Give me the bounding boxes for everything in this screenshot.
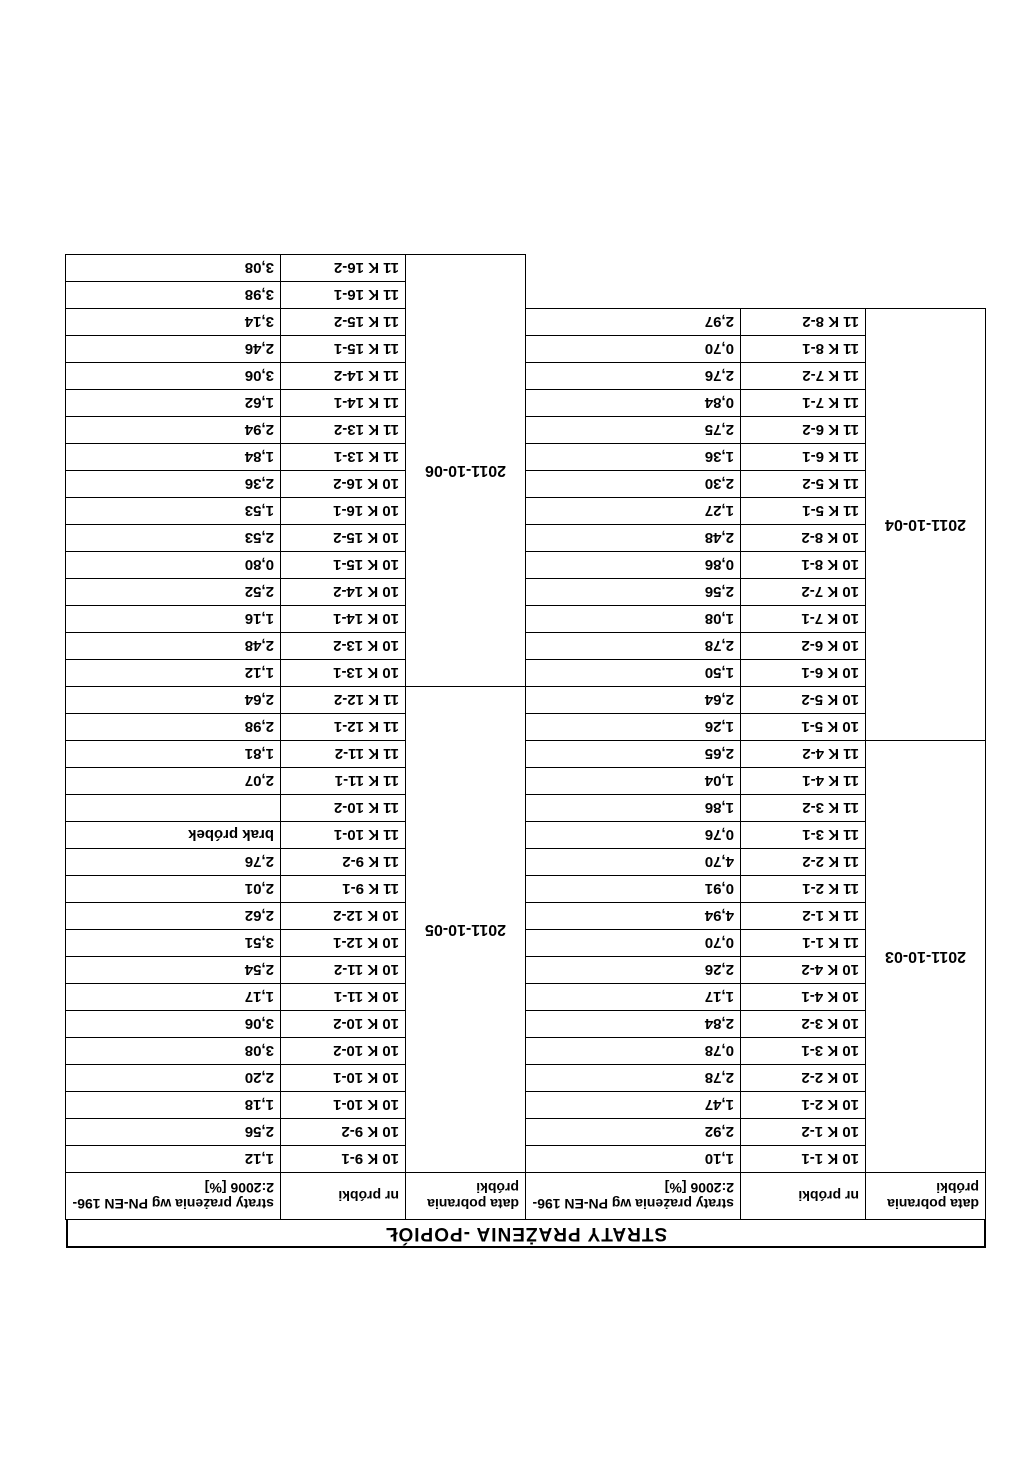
sample-header: nr próbki [281, 1173, 406, 1220]
loss-value-cell: 2,54 [66, 957, 281, 984]
sample-number-cell: 11 K 1-2 [741, 903, 866, 930]
loss-header: straty prażenia wg PN-EN 196-2:2006 [%] [526, 1173, 741, 1220]
sample-number-cell: 10 K 1-1 [741, 1146, 866, 1173]
loss-value-cell: 2,94 [66, 417, 281, 444]
sample-number-cell: 11 K 10-2 [281, 795, 406, 822]
loss-value-cell: 1,08 [526, 606, 741, 633]
sample-number-cell: 11 K 5-1 [741, 498, 866, 525]
sample-number-cell: 10 K 3-2 [741, 1011, 866, 1038]
loss-value-cell: 0,84 [526, 390, 741, 417]
sample-number-cell: 10 K 4-2 [741, 957, 866, 984]
loss-value-cell: 4,94 [526, 903, 741, 930]
sample-number-cell: 11 K 7-1 [741, 390, 866, 417]
sample-number-cell: 10 K 5-2 [741, 687, 866, 714]
sample-number-cell: 10 K 16-2 [281, 471, 406, 498]
sampling-date-cell: 2011-10-03 [866, 741, 986, 1173]
loss-value-cell: 1,50 [526, 660, 741, 687]
right-table-body [66, 255, 526, 1173]
loss-value-cell: 3,08 [66, 255, 281, 282]
loss-value-cell: 3,06 [66, 1011, 281, 1038]
loss-value-cell: 1,04 [526, 768, 741, 795]
loss-value-cell: brak próbek [66, 822, 281, 849]
sample-number-cell: 11 K 3-1 [741, 822, 866, 849]
sample-number-cell: 11 K 10-1 [281, 822, 406, 849]
sample-number-cell: 10 K 14-1 [281, 606, 406, 633]
loss-value-cell: 2,98 [66, 714, 281, 741]
sample-number-cell: 10 K 9-2 [281, 1119, 406, 1146]
table-halves [66, 254, 986, 1220]
sample-number-cell: 11 K 12-1 [281, 714, 406, 741]
sample-number-cell: 10 K 14-2 [281, 579, 406, 606]
sample-number-cell: 11 K 6-1 [741, 444, 866, 471]
loss-value-cell: 1,12 [66, 1146, 281, 1173]
sample-number-cell: 10 K 5-1 [741, 714, 866, 741]
sample-number-cell: 10 K 12-2 [281, 903, 406, 930]
loss-value-cell: 2,78 [526, 1065, 741, 1092]
sample-number-cell: 11 K 14-2 [281, 363, 406, 390]
loss-value-cell: 1,81 [66, 741, 281, 768]
sample-number-cell: 11 K 13-2 [281, 417, 406, 444]
sample-number-cell: 10 K 16-1 [281, 498, 406, 525]
loss-value-cell: 0,70 [526, 930, 741, 957]
loss-value-cell: 2,46 [66, 336, 281, 363]
sample-number-cell: 10 K 8-2 [741, 525, 866, 552]
sampling-date-cell: 2011-10-06 [406, 255, 526, 687]
loss-value-cell: 1,86 [526, 795, 741, 822]
loss-value-cell: 1,27 [526, 498, 741, 525]
loss-value-cell: 3,14 [66, 309, 281, 336]
loss-value-cell: 1,62 [66, 390, 281, 417]
sample-number-cell: 11 K 16-2 [281, 255, 406, 282]
loss-value-cell: 0,76 [526, 822, 741, 849]
table-row [66, 1146, 526, 1173]
loss-value-cell: 2,84 [526, 1011, 741, 1038]
loss-value-cell: 3,51 [66, 930, 281, 957]
sample-number-cell: 11 K 8-1 [741, 336, 866, 363]
sample-number-cell: 10 K 2-2 [741, 1065, 866, 1092]
loss-value-cell: 2,52 [66, 579, 281, 606]
header-row [526, 1173, 986, 1220]
loss-value-cell: 1,36 [526, 444, 741, 471]
loss-value-cell: 3,98 [66, 282, 281, 309]
loss-value-cell: 1,17 [526, 984, 741, 1011]
loss-value-cell: 3,08 [66, 1038, 281, 1065]
loss-value-cell: 2,01 [66, 876, 281, 903]
loss-value-cell: 2,64 [66, 687, 281, 714]
loss-value-cell: 2,78 [526, 633, 741, 660]
loss-header: straty prażenia wg PN-EN 196-2:2006 [%] [66, 1173, 281, 1220]
loss-value-cell [66, 795, 281, 822]
sample-number-cell: 10 K 10-1 [281, 1065, 406, 1092]
loss-value-cell: 2,64 [526, 687, 741, 714]
loss-value-cell: 3,06 [66, 363, 281, 390]
sample-number-cell: 11 K 11-1 [281, 768, 406, 795]
sample-number-cell: 10 K 11-2 [281, 957, 406, 984]
sample-number-cell: 11 K 5-2 [741, 471, 866, 498]
loss-value-cell: 1,17 [66, 984, 281, 1011]
sample-number-cell: 11 K 9-1 [281, 876, 406, 903]
loss-value-cell: 2,07 [66, 768, 281, 795]
right-table [65, 254, 526, 1220]
sample-number-cell: 11 K 14-1 [281, 390, 406, 417]
loss-value-cell: 2,30 [526, 471, 741, 498]
sample-number-cell: 10 K 11-1 [281, 984, 406, 1011]
sample-number-cell: 10 K 8-1 [741, 552, 866, 579]
date-header: data pobrania próbki [866, 1173, 986, 1220]
sample-number-cell: 11 K 3-2 [741, 795, 866, 822]
sample-number-cell: 11 K 4-2 [741, 741, 866, 768]
left-half [526, 254, 986, 1220]
left-table [525, 308, 986, 1220]
sample-number-cell: 11 K 8-2 [741, 309, 866, 336]
sample-number-cell: 10 K 9-1 [281, 1146, 406, 1173]
right-half [66, 254, 526, 1220]
sample-number-cell: 11 K 16-1 [281, 282, 406, 309]
sample-number-cell: 10 K 13-2 [281, 633, 406, 660]
sample-number-cell: 11 K 1-1 [741, 930, 866, 957]
sample-number-cell: 10 K 7-2 [741, 579, 866, 606]
sampling-date-cell: 2011-10-04 [866, 309, 986, 741]
loss-value-cell: 0,80 [66, 552, 281, 579]
loss-value-cell: 2,56 [526, 579, 741, 606]
loss-value-cell: 2,65 [526, 741, 741, 768]
loss-value-cell: 2,20 [66, 1065, 281, 1092]
date-header: data pobrania próbki [406, 1173, 526, 1220]
sample-number-cell: 10 K 12-1 [281, 930, 406, 957]
table-row [66, 660, 526, 687]
loss-value-cell: 2,62 [66, 903, 281, 930]
loss-value-cell: 2,76 [66, 849, 281, 876]
sample-number-cell: 11 K 6-2 [741, 417, 866, 444]
loss-value-cell: 4,70 [526, 849, 741, 876]
table-title: STRATY PRAŻENIA -POPIÓŁ [66, 1220, 986, 1248]
loss-value-cell: 2,48 [66, 633, 281, 660]
loss-value-cell: 2,92 [526, 1119, 741, 1146]
sample-number-cell: 11 K 7-2 [741, 363, 866, 390]
sample-number-cell: 10 K 15-1 [281, 552, 406, 579]
loss-value-cell: 2,75 [526, 417, 741, 444]
loss-value-cell: 2,76 [526, 363, 741, 390]
sample-number-cell: 10 K 15-2 [281, 525, 406, 552]
loss-value-cell: 2,26 [526, 957, 741, 984]
loss-value-cell: 1,47 [526, 1092, 741, 1119]
sample-number-cell: 11 K 11-2 [281, 741, 406, 768]
loss-value-cell: 2,56 [66, 1119, 281, 1146]
loss-value-cell: 2,97 [526, 309, 741, 336]
sampling-date-cell: 2011-10-05 [406, 687, 526, 1173]
left-table-body [526, 309, 986, 1173]
loss-value-cell: 2,36 [66, 471, 281, 498]
sample-number-cell: 10 K 2-1 [741, 1092, 866, 1119]
loss-value-cell: 1,26 [526, 714, 741, 741]
sample-number-cell: 10 K 10-2 [281, 1011, 406, 1038]
sample-header: nr próbki [741, 1173, 866, 1220]
loss-value-cell: 2,48 [526, 525, 741, 552]
loss-on-ignition-sheet [66, 254, 986, 1248]
sample-number-cell: 10 K 6-2 [741, 633, 866, 660]
sample-number-cell: 10 K 1-2 [741, 1119, 866, 1146]
sample-number-cell: 10 K 7-1 [741, 606, 866, 633]
header-row [66, 1173, 526, 1220]
table-row [526, 714, 986, 741]
sample-number-cell: 11 K 2-1 [741, 876, 866, 903]
sample-number-cell: 11 K 9-2 [281, 849, 406, 876]
loss-value-cell: 1,10 [526, 1146, 741, 1173]
sample-number-cell: 11 K 12-2 [281, 687, 406, 714]
loss-value-cell: 1,12 [66, 660, 281, 687]
loss-value-cell: 1,16 [66, 606, 281, 633]
loss-value-cell: 0,70 [526, 336, 741, 363]
sample-number-cell: 10 K 3-1 [741, 1038, 866, 1065]
loss-value-cell: 1,84 [66, 444, 281, 471]
loss-value-cell: 0,78 [526, 1038, 741, 1065]
loss-value-cell: 1,18 [66, 1092, 281, 1119]
sample-number-cell: 10 K 4-1 [741, 984, 866, 1011]
sample-number-cell: 11 K 15-1 [281, 336, 406, 363]
sample-number-cell: 10 K 10-1 [281, 1092, 406, 1119]
sample-number-cell: 11 K 2-2 [741, 849, 866, 876]
sample-number-cell: 11 K 4-1 [741, 768, 866, 795]
loss-value-cell: 0,86 [526, 552, 741, 579]
sample-number-cell: 10 K 13-1 [281, 660, 406, 687]
sample-number-cell: 10 K 6-1 [741, 660, 866, 687]
loss-value-cell: 0,91 [526, 876, 741, 903]
sample-number-cell: 10 K 10-2 [281, 1038, 406, 1065]
sample-number-cell: 11 K 15-2 [281, 309, 406, 336]
sample-number-cell: 11 K 13-1 [281, 444, 406, 471]
table-row [526, 1146, 986, 1173]
loss-value-cell: 1,53 [66, 498, 281, 525]
loss-value-cell: 2,53 [66, 525, 281, 552]
